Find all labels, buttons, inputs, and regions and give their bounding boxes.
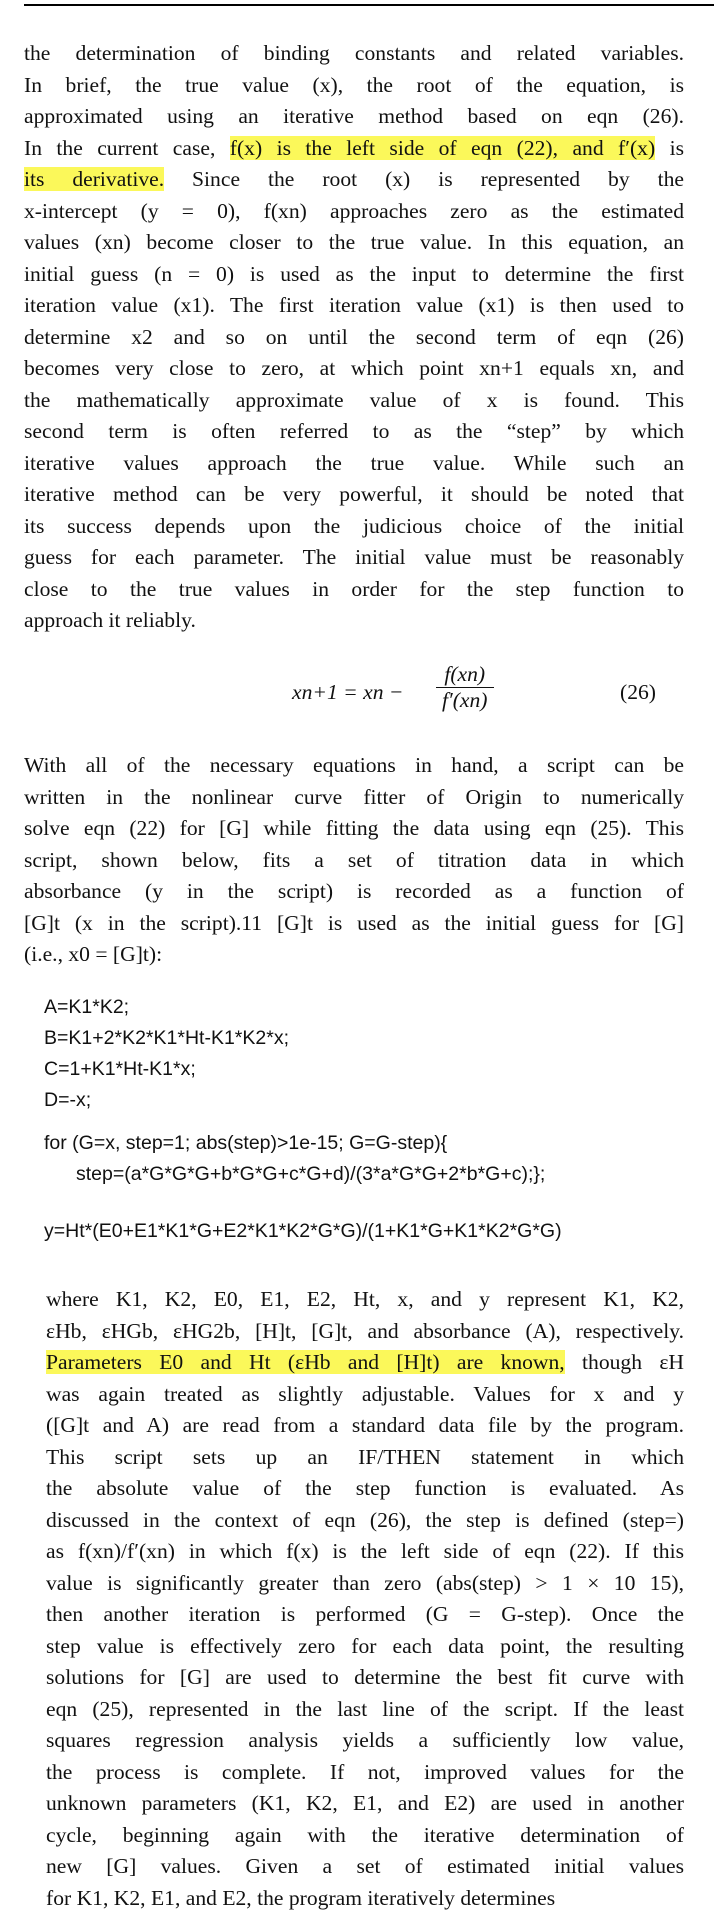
text-line [24,164,684,196]
text-line: approach it reliably. [24,605,684,637]
text-line: solutions for [G] are used to determine the best fit curve with [24,1662,684,1694]
text-line: as f(xn)/f′(xn) in which f(x) is the left side of eqn (22). If this [24,1536,684,1568]
text-line: the mathematically approximate value of x is found. This [24,385,684,417]
text-line: cycle, beginning again with the iterative determination of [24,1820,684,1852]
equation-26 [24,658,684,738]
text-line: script, shown below, fits a set of titration data in which [24,845,684,877]
text-line: then another iteration is performed (G = G-step). Once the [24,1599,684,1631]
header-rule [24,4,714,6]
text-line: unknown parameters (K1, K2, E1, and E2) are used in another [24,1788,684,1820]
text-line: approximated using an iterative method based on eqn (26). [24,101,684,133]
text-segment: Since the root (x) is represented by the [164,167,684,191]
text-line: written in the nonlinear curve fitter of Origin to numerically [24,782,684,814]
text-line: close to the true values in order for the step function to [24,574,684,606]
text-line: x-intercept (y = 0), f(xn) approaches zero as the estimated [24,196,684,228]
text-line: iterative values approach the true value. While such an [24,448,684,480]
text-line: step value is effectively zero for each data point, the resulting [24,1631,684,1663]
text-line [24,1347,684,1379]
text-segment: In the current case, [24,136,230,160]
equation-lhs: xn+1 = xn − [292,680,403,705]
equation-fraction [436,662,494,713]
paragraph-script-explanation [24,1284,684,1914]
equation-number: (26) [620,680,656,705]
code-line: A=K1*K2; [44,992,289,1023]
equation-denominator: f′(xn) [436,688,494,713]
highlighted-text: Parameters E0 and Ht (εHb and [H]t) are known, [46,1350,565,1374]
paragraph-3 [24,1284,684,1914]
code-line: for (G=x, step=1; abs(step)>1e-15; G=G-step){ [44,1128,545,1159]
highlighted-text: its derivative. [24,167,164,191]
script-block-2 [44,1128,545,1190]
text-line: solve eqn (22) for [G] while fitting the data using eqn (25). This [24,813,684,845]
text-line: εHb, εHGb, εHG2b, [H]t, [G]t, and absorbance (A), respectively. [24,1316,684,1348]
paragraph-iterative-method [24,38,684,637]
text-line: In brief, the true value (x), the root of the equation, is [24,70,684,102]
text-line: absorbance (y in the script) is recorded as a function of [24,876,684,908]
paragraph-2 [24,750,684,971]
text-line: eqn (25), represented in the last line of the script. If the least [24,1694,684,1726]
text-line: This script sets up an IF/THEN statement in which [24,1442,684,1474]
text-line: new [G] values. Given a set of estimated initial values [24,1851,684,1883]
script-block-3 [44,1216,562,1247]
text-line: guess for each parameter. The initial value must be reasonably [24,542,684,574]
text-line: where K1, K2, E0, E1, E2, Ht, x, and y represent K1, K2, [24,1284,684,1316]
paragraph-script-intro [24,750,684,971]
text-line: value is significantly greater than zero (abs(step) > 1 × 10 15), [24,1568,684,1600]
text-line: iterative method can be very powerful, it should be noted that [24,479,684,511]
code-line: step=(a*G*G*G+b*G*G+c*G+d)/(3*a*G*G+2*b*G+c);}; [44,1159,545,1190]
text-line: the process is complete. If not, improved values for the [24,1757,684,1789]
paragraph-1 [24,38,684,637]
text-line: [G]t (x in the script).11 [G]t is used as the initial guess for [G] [24,908,684,940]
text-segment: is [655,136,684,160]
text-line: discussed in the context of eqn (26), the step is defined (step=) [24,1505,684,1537]
text-line: iteration value (x1). The first iteration value (x1) is then used to [24,290,684,322]
text-line: squares regression analysis yields a sufficiently low value, [24,1725,684,1757]
text-line: values (xn) become closer to the true value. In this equation, an [24,227,684,259]
text-line: the absolute value of the step function is evaluated. As [24,1473,684,1505]
text-line: becomes very close to zero, at which point xn+1 equals xn, and [24,353,684,385]
text-line: was again treated as slightly adjustable. Values for x and y [24,1379,684,1411]
text-segment: though εH [565,1350,684,1374]
text-line: the determination of binding constants and related variables. [24,38,684,70]
text-line: second term is often referred to as the “step” by which [24,416,684,448]
code-line: B=K1+2*K2*K1*Ht-K1*K2*x; [44,1023,289,1054]
text-line: With all of the necessary equations in hand, a script can be [24,750,684,782]
code-line: C=1+K1*Ht-K1*x; [44,1054,289,1085]
text-line: for K1, K2, E1, and E2, the program iteratively determines [24,1883,684,1914]
text-line: determine x2 and so on until the second term of eqn (26) [24,322,684,354]
text-line: its success depends upon the judicious choice of the initial [24,511,684,543]
text-line [24,133,684,165]
text-line: initial guess (n = 0) is used as the input to determine the first [24,259,684,291]
code-line: D=-x; [44,1085,289,1116]
text-line: ([G]t and A) are read from a standard data file by the program. [24,1410,684,1442]
text-line: (i.e., x0 = [G]t): [24,939,684,971]
highlighted-text: f(x) is the left side of eqn (22), and f′(x) [230,136,655,160]
equation-numerator: f(xn) [436,662,494,688]
script-block-1 [44,992,289,1116]
code-line: y=Ht*(E0+E1*K1*G+E2*K1*K2*G*G)/(1+K1*G+K1*K2*G*G) [44,1216,562,1247]
